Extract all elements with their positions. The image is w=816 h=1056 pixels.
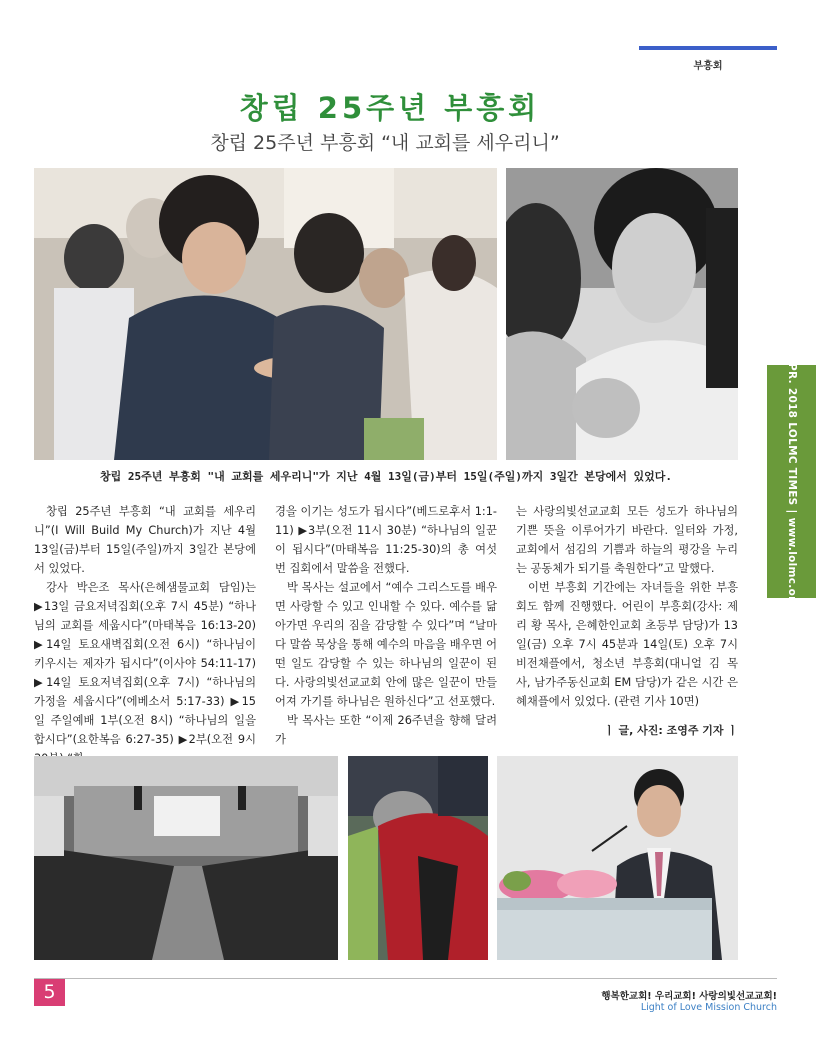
- article-column-3: [516, 502, 738, 711]
- photo-elder-bowing: [348, 756, 488, 960]
- article-paragraph: 박 목사는 설교에서 “예수 그리스도를 배우면 사랑할 수 있고 인내할 수 있다. 예수를 닮아가면 우리의 짐을 감당할 수 있다”며 “날마다 말씀 묵상을 통해 예수의 마음을 배우면 어떤 일도 감당할 수 있는 하나님의 일꾼이 된다. 사랑의빛선교교회 안에 많은 일꾼이 만들어져 가기를 하나님은 원하신다”고 선포했다.: [275, 581, 497, 708]
- article-paragraph: 창립 25주년 부흥회 “내 교회를 세우리니”(I Will Build My Church)가 지난 4월 13일(금)부터 15일(주일)까지 3일간 본당에서 있었다.: [34, 505, 256, 575]
- article-paragraph: 강사 박은조 목사(은혜샘물교회 담임)는 ▶13일 금요저녁집회(오후 7시 45분) “하나님의 교회를 세웁시다”(마태복음 16:13-20) ▶14일 토요새벽집회(오전 6시) “하나님이 키우시는 제자가 됩시다”(이사야 54:11-17) ▶14일 토요저녁집회(오후 7시) “하나님의 가정을 세웁시다”(에베소서 5:17-33) ▶15일 주일예배 1부(오전 8시) “하나님의 일을 합시다”(요한복음 6:27-35) ▶2부(오전 9시: [34, 581, 256, 746]
- side-tab-text: APR. 2018 LOLMC TIMES | www.lolmc.org: [785, 354, 798, 609]
- photo-congregation-praying: [34, 168, 497, 460]
- photo-sanctuary-interior: [34, 756, 338, 960]
- footer-church-name: Light of Love Mission Church: [640, 1002, 777, 1013]
- page-number: 5: [34, 979, 65, 1006]
- side-tab: [767, 354, 816, 609]
- photo-pastor-speaking: [497, 756, 738, 960]
- byline: ㅣ 글, 사진: 조영주 기자 ㅣ: [604, 724, 738, 737]
- page-subtitle: 창립 25주년 부흥회 “내 교회를 세우리니”: [210, 132, 560, 154]
- photo-woman-praying: [506, 168, 738, 460]
- article-paragraph: 박 목사는 또한 “이제 26주년을 향해 달려가: [275, 714, 497, 746]
- page-title: 창립 25주년 부흥회: [239, 91, 541, 125]
- section-label: 부흥회: [693, 61, 723, 72]
- footer-slogan: 행복한교회! 우리교회! 사랑의빛선교교회!: [601, 991, 777, 1002]
- photo-caption: 창립 25주년 부흥회 "내 교회를 세우리니"가 지난 4월 13일(금)부터 15일(주일)까지 3일간 본당에서 있었다.: [100, 470, 672, 483]
- article-column-2: [275, 502, 497, 749]
- article-paragraph: 는 사랑의빛선교교회 모든 성도가 하나님의 기쁜 뜻을 이루어가기 바란다. 일터와 가정, 교회에서 섬김의 기쁨과 하늘의 평강을 누리는 공동체가 되기를 축원한다”고 말했다.: [516, 505, 738, 575]
- article-paragraph: 경을 이기는 성도가 됩시다”(베드로후서 1:1-11) ▶3부(오전 11시 30분) “하나님의 일꾼이 됩시다”(마태복음 11:25-30)의 총 여섯 번 집회에서 말씀을 전했다.: [275, 505, 497, 575]
- footer-divider: [34, 978, 777, 979]
- article-column-1: [34, 502, 256, 768]
- section-bar: [639, 46, 777, 50]
- article-paragraph: 이번 부흥회 기간에는 자녀들을 위한 부흥회도 함께 진행했다. 어린이 부흥회(강사: 제리 황 목사, 은혜한인교회 초등부 담당)가 13일(금) 오후 7시 45분과 14일(토) 오후 7시 비전채플에서, 청소년 부흥회(대니얼 김 목사, 남가주동신교회 EM 담당)가 같은 시간 은혜채플에서 있었다. (관련 기사 10면): [516, 581, 738, 708]
